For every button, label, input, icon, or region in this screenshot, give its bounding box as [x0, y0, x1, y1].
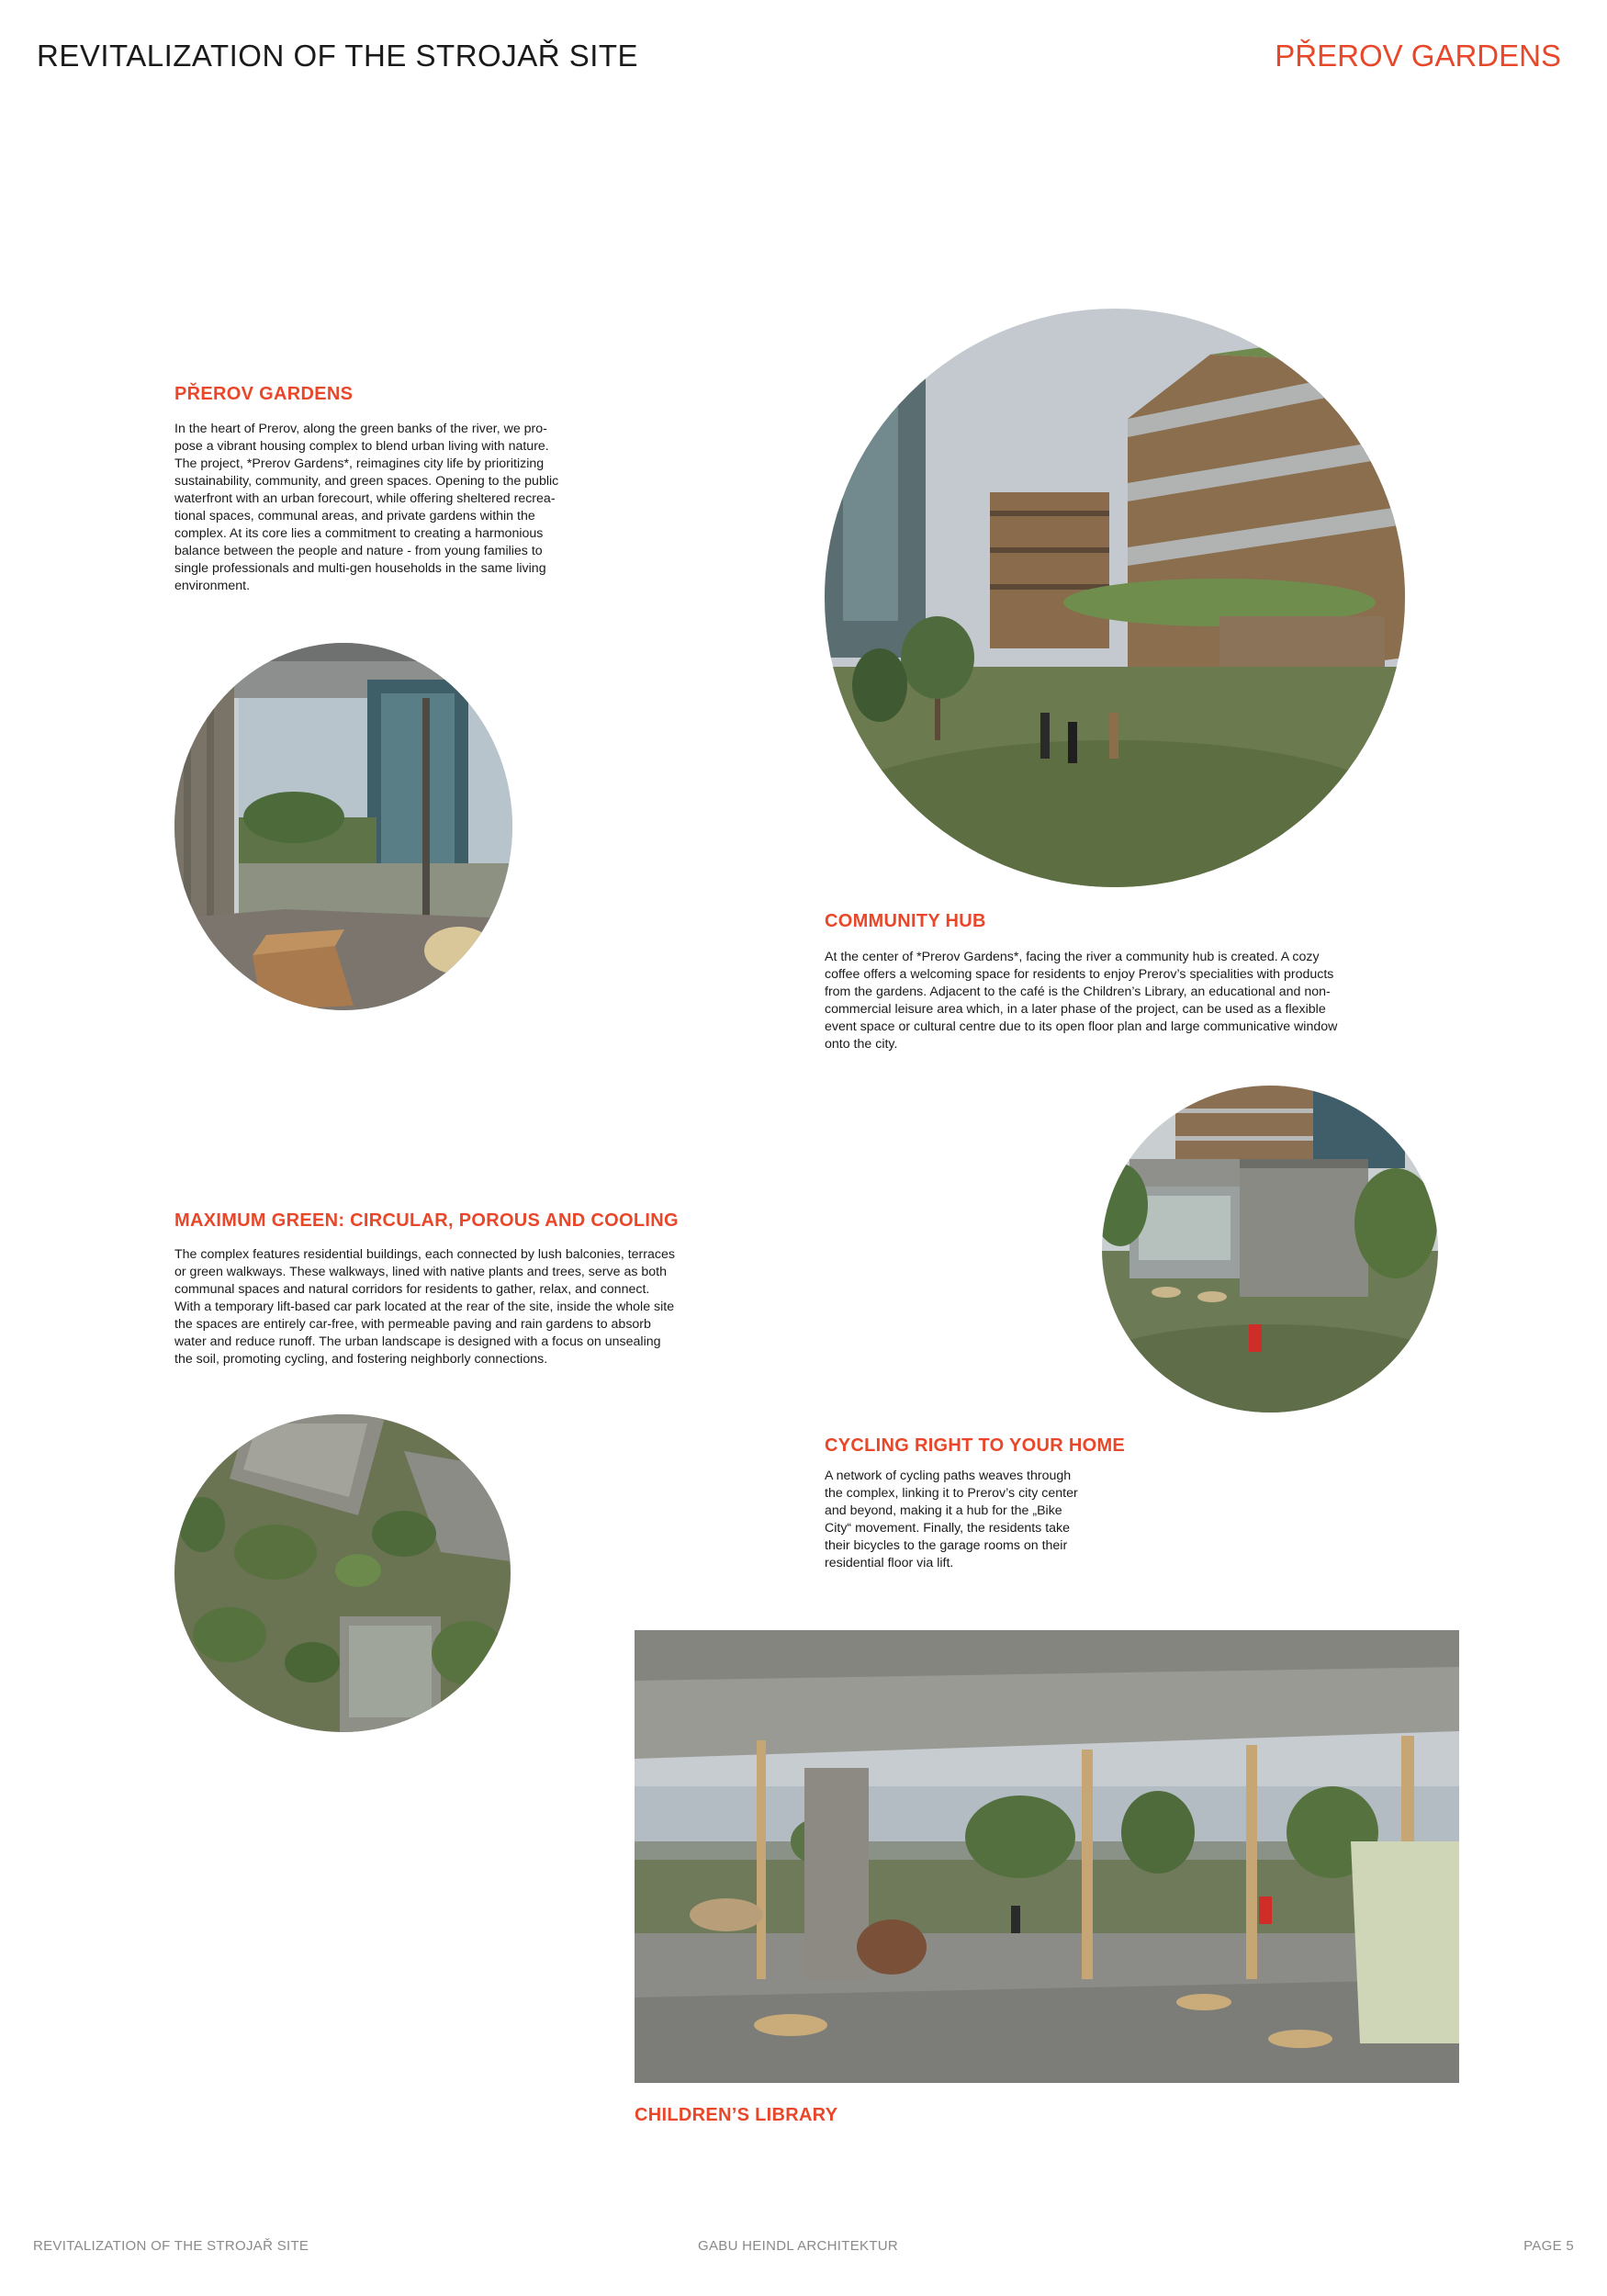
text-line: or green walkways. These walkways, lined with native plants and trees, serve as both	[174, 1265, 667, 1279]
text-line: The project, *Prerov Gardens*, reimagines city life by prioritizing	[174, 456, 545, 471]
text-line: At the center of *Prerov Gardens*, facing the river a community hub is created. A cozy	[825, 950, 1320, 964]
community-hub-render-image	[825, 309, 1405, 887]
text-line: from the gardens. Adjacent to the café is the Children’s Library, an educational and non-	[825, 985, 1331, 999]
maximum-green-text	[174, 1246, 762, 1368]
footer-page-number: PAGE 5	[1523, 2238, 1574, 2254]
text-line: With a temporary lift-based car park located at the rear of the site, inside the whole site	[174, 1300, 675, 1314]
text-line: single professionals and multi-gen households in the same living	[174, 561, 546, 576]
text-line: A network of cycling paths weaves through	[825, 1469, 1072, 1483]
prerov-gardens-text	[174, 421, 634, 595]
cycling-heading: CYCLING RIGHT TO YOUR HOME	[825, 1435, 1126, 1456]
text-line: The complex features residential buildings, each connected by lush balconies, terraces	[174, 1247, 675, 1262]
text-line: onto the city.	[825, 1037, 898, 1052]
document-title: REVITALIZATION OF THE STROJAŘ SITE	[37, 39, 639, 73]
text-line: coffee offers a welcoming space for residents to enjoy Prerov’s specialities with products	[825, 967, 1334, 982]
text-line: waterfront with an urban forecourt, while offering sheltered recrea-	[174, 491, 556, 506]
balcony-render-image	[174, 643, 512, 1010]
project-brand: PŘEROV GARDENS	[1275, 39, 1561, 73]
text-line: complex. At its core lies a commitment to creating a harmonious	[174, 526, 544, 541]
text-line: water and reduce runoff. The urban landscape is designed with a focus on unsealing	[174, 1334, 661, 1349]
childrens-library-heading: CHILDREN’S LIBRARY	[635, 2105, 838, 2125]
prerov-gardens-heading: PŘEROV GARDENS	[174, 384, 354, 404]
aerial-render-image	[174, 1414, 511, 1732]
text-line: residential floor via lift.	[825, 1556, 954, 1570]
text-line: In the heart of Prerov, along the green banks of the river, we pro-	[174, 422, 547, 436]
footer-title: REVITALIZATION OF THE STROJAŘ SITE	[33, 2238, 309, 2254]
text-line: event space or cultural centre due to its open floor plan and large communicative window	[825, 1019, 1338, 1034]
text-line: balance between the people and nature - from young families to	[174, 544, 543, 558]
text-line: environment.	[174, 579, 251, 593]
cafe-pavilion-render-image	[1102, 1086, 1438, 1412]
text-line: pose a vibrant housing complex to blend urban living with nature.	[174, 439, 549, 454]
text-line: their bicycles to the garage rooms on their	[825, 1538, 1068, 1553]
community-hub-text	[825, 949, 1431, 1053]
text-line: the soil, promoting cycling, and fostering neighborly connections.	[174, 1352, 548, 1367]
childrens-library-render-image	[635, 1630, 1459, 2083]
footer-author: GABU HEINDL ARCHITEKTUR	[698, 2238, 899, 2254]
cycling-text	[825, 1468, 1137, 1572]
text-line: the spaces are entirely car-free, with permeable paving and rain gardens to absorb	[174, 1317, 651, 1332]
text-line: sustainability, community, and green spaces. Opening to the public	[174, 474, 559, 489]
text-line: communal spaces and natural corridors for residents to gather, relax, and connect.	[174, 1282, 650, 1297]
text-line: and beyond, making it a hub for the „Bike	[825, 1503, 1062, 1518]
text-line: City“ movement. Finally, the residents take	[825, 1521, 1071, 1536]
text-line: the complex, linking it to Prerov’s city center	[825, 1486, 1078, 1501]
text-line: tional spaces, communal areas, and private gardens within the	[174, 509, 535, 523]
text-line: commercial leisure area which, in a later phase of the project, can be used as a flexible	[825, 1002, 1326, 1017]
community-hub-heading: COMMUNITY HUB	[825, 911, 986, 931]
maximum-green-heading: MAXIMUM GREEN: CIRCULAR, POROUS AND COOLING	[174, 1210, 679, 1231]
